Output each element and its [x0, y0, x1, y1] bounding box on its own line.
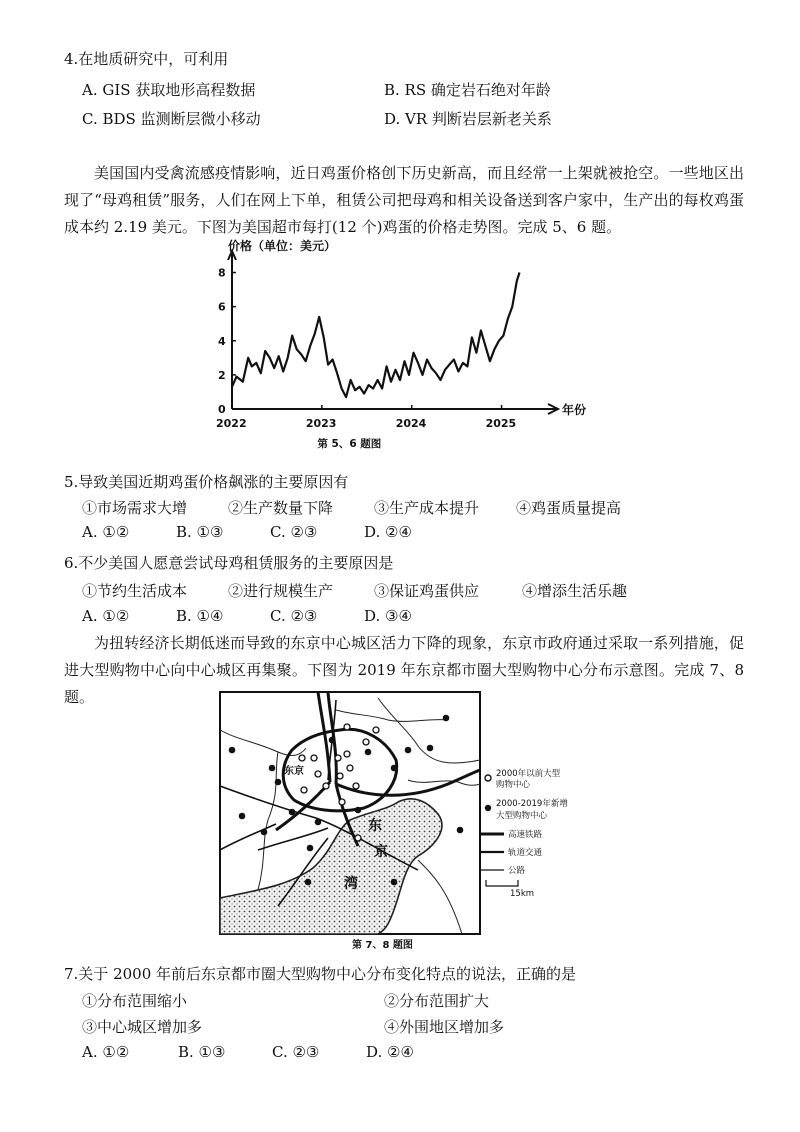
legend-label-2a: 2000-2019年新增 — [496, 799, 568, 809]
q7-option-d: D. ②④ — [366, 1043, 414, 1061]
q7-option-a: A. ①② — [82, 1043, 130, 1061]
q5-option-a: A. ①② — [82, 523, 130, 541]
x-tick-label: 2022 — [216, 417, 247, 430]
scale-bar-icon — [486, 880, 518, 886]
legend-label-2b: 大型购物中心 — [496, 811, 548, 821]
q5-stem: 5.导致美国近期鸡蛋价格飙涨的主要原因有 — [64, 473, 349, 491]
pre-2000-mall-marker — [301, 787, 307, 793]
new-mall-marker — [275, 779, 282, 786]
legend-label-4: 轨道交通 — [508, 848, 543, 858]
new-mall-marker — [329, 737, 336, 744]
y-axis-label: 价格（单位：美元） — [228, 239, 337, 253]
pre-2000-mall-marker — [363, 739, 369, 745]
new-mall-marker — [427, 745, 434, 752]
new-mall-marker — [391, 765, 398, 772]
q6-item-3: ③保证鸡蛋供应 — [374, 582, 480, 600]
pre-2000-mall-marker — [337, 773, 343, 779]
q6-item-1: ①节约生活成本 — [82, 582, 188, 600]
q4-option-b: B. RS 确定岩石绝对年龄 — [384, 81, 551, 99]
new-mall-marker — [269, 765, 276, 772]
y-tick-label: 4 — [218, 334, 226, 348]
pre-2000-mall-marker — [344, 724, 350, 730]
q6-option-d: D. ③④ — [364, 607, 412, 625]
q5-item-3: ③生产成本提升 — [374, 499, 480, 517]
new-mall-marker — [229, 747, 236, 754]
new-mall-marker — [307, 845, 314, 852]
bay-label-3: 湾 — [344, 876, 358, 892]
pre-2000-mall-marker — [355, 835, 361, 841]
new-mall-marker — [391, 879, 398, 886]
legend-open-circle-icon — [485, 775, 491, 781]
pre-2000-mall-marker — [353, 783, 359, 789]
pre-2000-mall-marker — [347, 765, 353, 771]
passage-tokyo: 为扭转经济长期低迷而导致的东京中心城区活力下降的现象，东京市政府通过采取一系列措施，促进大型购物中心向中心城区再集聚。下图为 2019 年东京都市圈大型购物中心分布示意图。完成 7、8 题。 — [64, 634, 744, 706]
tokyo-shopping-map — [218, 690, 574, 954]
new-mall-marker — [305, 879, 312, 886]
q7-item-3: ③中心城区增加多 — [82, 1018, 203, 1036]
q6-option-b: B. ①④ — [176, 607, 224, 625]
q5-item-1: ①市场需求大增 — [82, 499, 188, 517]
pre-2000-mall-marker — [339, 799, 345, 805]
bay-label-2: 京 — [374, 844, 388, 860]
q5-option-d: D. ②④ — [364, 523, 412, 541]
q7-item-1: ①分布范围缩小 — [82, 992, 188, 1010]
new-mall-marker — [315, 819, 322, 826]
q4-stem: 4.在地质研究中，可利用 — [64, 50, 229, 68]
q5-option-c: C. ②③ — [270, 523, 318, 541]
y-tick-label: 0 — [218, 403, 226, 416]
new-mall-marker — [443, 715, 450, 722]
x-tick-label: 2024 — [395, 417, 427, 430]
pre-2000-mall-marker — [335, 755, 341, 761]
q6-item-2: ②进行规模生产 — [228, 582, 334, 600]
y-tick-label: 6 — [218, 300, 226, 314]
x-axis-label: 年份 — [562, 403, 587, 417]
q7-item-4: ④外围地区增加多 — [384, 1018, 505, 1036]
pre-2000-mall-marker — [315, 771, 321, 777]
q4-option-d: D. VR 判断岩层新老关系 — [384, 110, 552, 128]
new-mall-marker — [261, 829, 268, 836]
egg-price-chart — [200, 239, 587, 460]
pre-2000-mall-marker — [323, 783, 329, 789]
new-mall-marker — [365, 749, 372, 756]
q6-option-a: A. ①② — [82, 607, 130, 625]
new-mall-marker — [289, 809, 296, 816]
new-mall-marker — [239, 813, 246, 820]
legend-label-1b: 购物中心 — [496, 780, 531, 790]
new-mall-marker — [457, 827, 464, 834]
q6-option-c: C. ②③ — [270, 607, 318, 625]
pre-2000-mall-marker — [373, 727, 379, 733]
q6-item-4: ④增添生活乐趣 — [522, 582, 628, 600]
q5-option-b: B. ①③ — [176, 523, 224, 541]
q5-item-2: ②生产数量下降 — [228, 499, 334, 517]
x-tick-label: 2025 — [485, 417, 517, 430]
new-mall-marker — [355, 807, 362, 814]
q5-item-4: ④鸡蛋质量提高 — [516, 499, 622, 517]
legend-label-5: 公路 — [508, 866, 526, 876]
q4-option-a: A. GIS 获取地形高程数据 — [82, 81, 256, 99]
q7-option-c: C. ②③ — [272, 1043, 320, 1061]
pre-2000-mall-marker — [299, 755, 305, 761]
legend-label-1a: 2000年以前大型 — [496, 769, 561, 779]
q4-option-c: C. BDS 监测断层微小移动 — [82, 110, 261, 128]
pre-2000-mall-marker — [311, 755, 317, 761]
passage-egg-price: 美国国内受禽流感疫情影响，近日鸡蛋价格创下历史新高，而且经常一上架就被抢空。一些地区出现了“母鸡租赁”服务，人们在网上下单，租赁公司把母鸡和相关设备送到客户家中，生产出的每枚鸡蛋成本约 2.19 美元。下图为美国超市每打(12 个)鸡蛋的价格走势图。完成 5、6 题。 — [64, 164, 744, 236]
q7-item-2: ②分布范围扩大 — [384, 992, 490, 1010]
legend-label-3: 高速铁路 — [508, 830, 543, 840]
map-caption: 第 7、8 题图 — [352, 940, 413, 951]
bay-label-1: 东 — [368, 818, 382, 834]
map-legend — [480, 768, 568, 899]
legend-filled-circle-icon — [485, 805, 491, 811]
pre-2000-mall-marker — [344, 751, 350, 757]
chart-caption: 第 5、6 题图 — [317, 438, 382, 450]
new-mall-marker — [405, 747, 412, 754]
q6-stem: 6.不少美国人愿意尝试母鸡租赁服务的主要原因是 — [64, 554, 394, 572]
q7-stem: 7.关于 2000 年前后东京都市圈大型购物中心分布变化特点的说法，正确的是 — [64, 965, 577, 983]
tokyo-city-label: 东京 — [284, 766, 304, 777]
y-tick-label: 8 — [218, 266, 226, 280]
price-series-line — [232, 273, 520, 398]
y-tick-label: 2 — [218, 368, 226, 382]
q7-option-b: B. ①③ — [178, 1043, 226, 1061]
scale-label: 15km — [510, 889, 535, 899]
x-tick-label: 2023 — [305, 417, 337, 430]
